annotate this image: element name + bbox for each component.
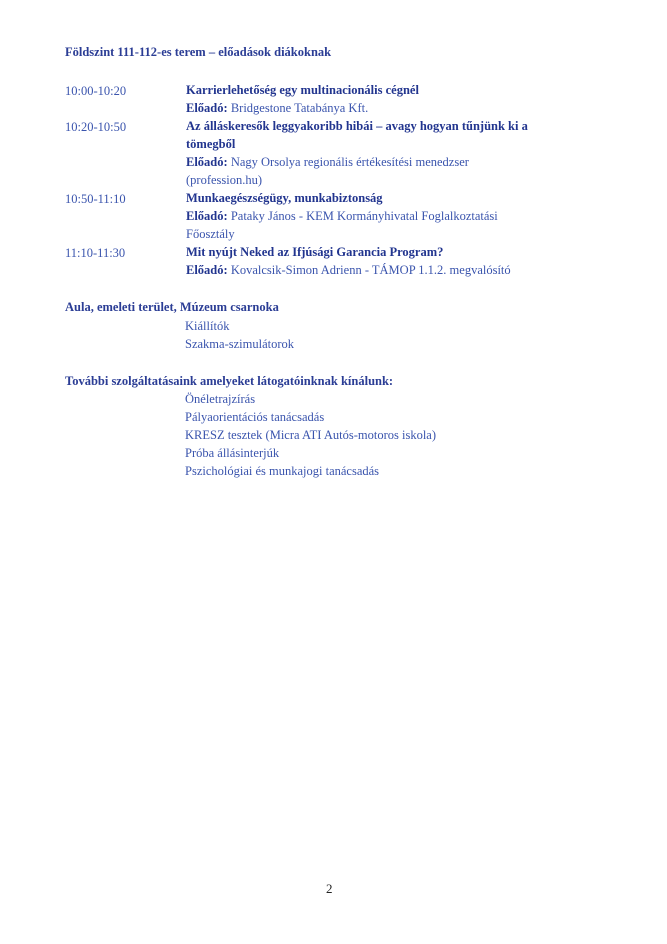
talk-entry xyxy=(186,243,511,279)
list-item: Kiállítók xyxy=(185,319,230,333)
talk-time: 11:10-11:30 xyxy=(65,246,126,260)
list-item: Próba állásinterjúk xyxy=(185,446,280,460)
speaker-name: Pataky János - KEM Kormányhivatal Foglalkoztatási xyxy=(227,209,498,223)
list-item: Pszichológiai és munkajogi tanácsadás xyxy=(185,464,380,478)
talk-time: 10:00-10:20 xyxy=(65,84,127,98)
talk-entry xyxy=(186,189,498,243)
talk-title: Az álláskeresők leggyakoribb hibái – avagy hogyan tűnjünk ki a xyxy=(186,119,528,133)
section-heading-lectures: Földszint 111-112-es terem – előadások diákoknak xyxy=(65,45,332,59)
talk-speaker-cont: Főosztály xyxy=(186,227,235,241)
talk-entry xyxy=(186,117,528,189)
speaker-name: Nagy Orsolya regionális értékesítési menedzser xyxy=(227,155,469,169)
talk-time: 10:50-11:10 xyxy=(65,192,126,206)
talk-speaker xyxy=(186,261,511,279)
speaker-name: Kovalcsik-Simon Adrienn - TÁMOP 1.1.2. megvalósító xyxy=(227,263,511,277)
list-item: KRESZ tesztek (Micra ATI Autós-motoros iskola) xyxy=(185,428,437,442)
page-number: 2 xyxy=(326,881,333,896)
talk-title: Karrierlehetőség egy multinacionális cégnél xyxy=(186,83,419,97)
speaker-label: Előadó: xyxy=(186,101,228,115)
talk-speaker xyxy=(186,207,498,225)
speaker-label: Előadó: xyxy=(186,209,228,223)
section-heading-services: További szolgáltatásaink amelyeket látogatóinknak kínálunk: xyxy=(65,374,394,388)
speaker-label: Előadó: xyxy=(186,263,228,277)
talk-entry xyxy=(186,81,419,117)
speaker-label: Előadó: xyxy=(186,155,228,169)
talk-speaker xyxy=(186,99,419,117)
section-heading-aula: Aula, emeleti terület, Múzeum csarnoka xyxy=(65,300,279,314)
talk-speaker-cont: (profession.hu) xyxy=(186,173,263,187)
list-item: Pályaorientációs tanácsadás xyxy=(185,410,325,424)
talk-title: Mit nyújt Neked az Ifjúsági Garancia Program? xyxy=(186,245,444,259)
talk-title: Munkaegészségügy, munkabiztonság xyxy=(186,191,383,205)
list-item: Önéletrajzírás xyxy=(185,392,256,406)
speaker-name: Bridgestone Tatabánya Kft. xyxy=(227,101,369,115)
talk-speaker xyxy=(186,153,528,171)
talk-title-cont: tömegből xyxy=(186,137,236,151)
list-item: Szakma-szimulátorok xyxy=(185,337,294,351)
talk-time: 10:20-10:50 xyxy=(65,120,127,134)
